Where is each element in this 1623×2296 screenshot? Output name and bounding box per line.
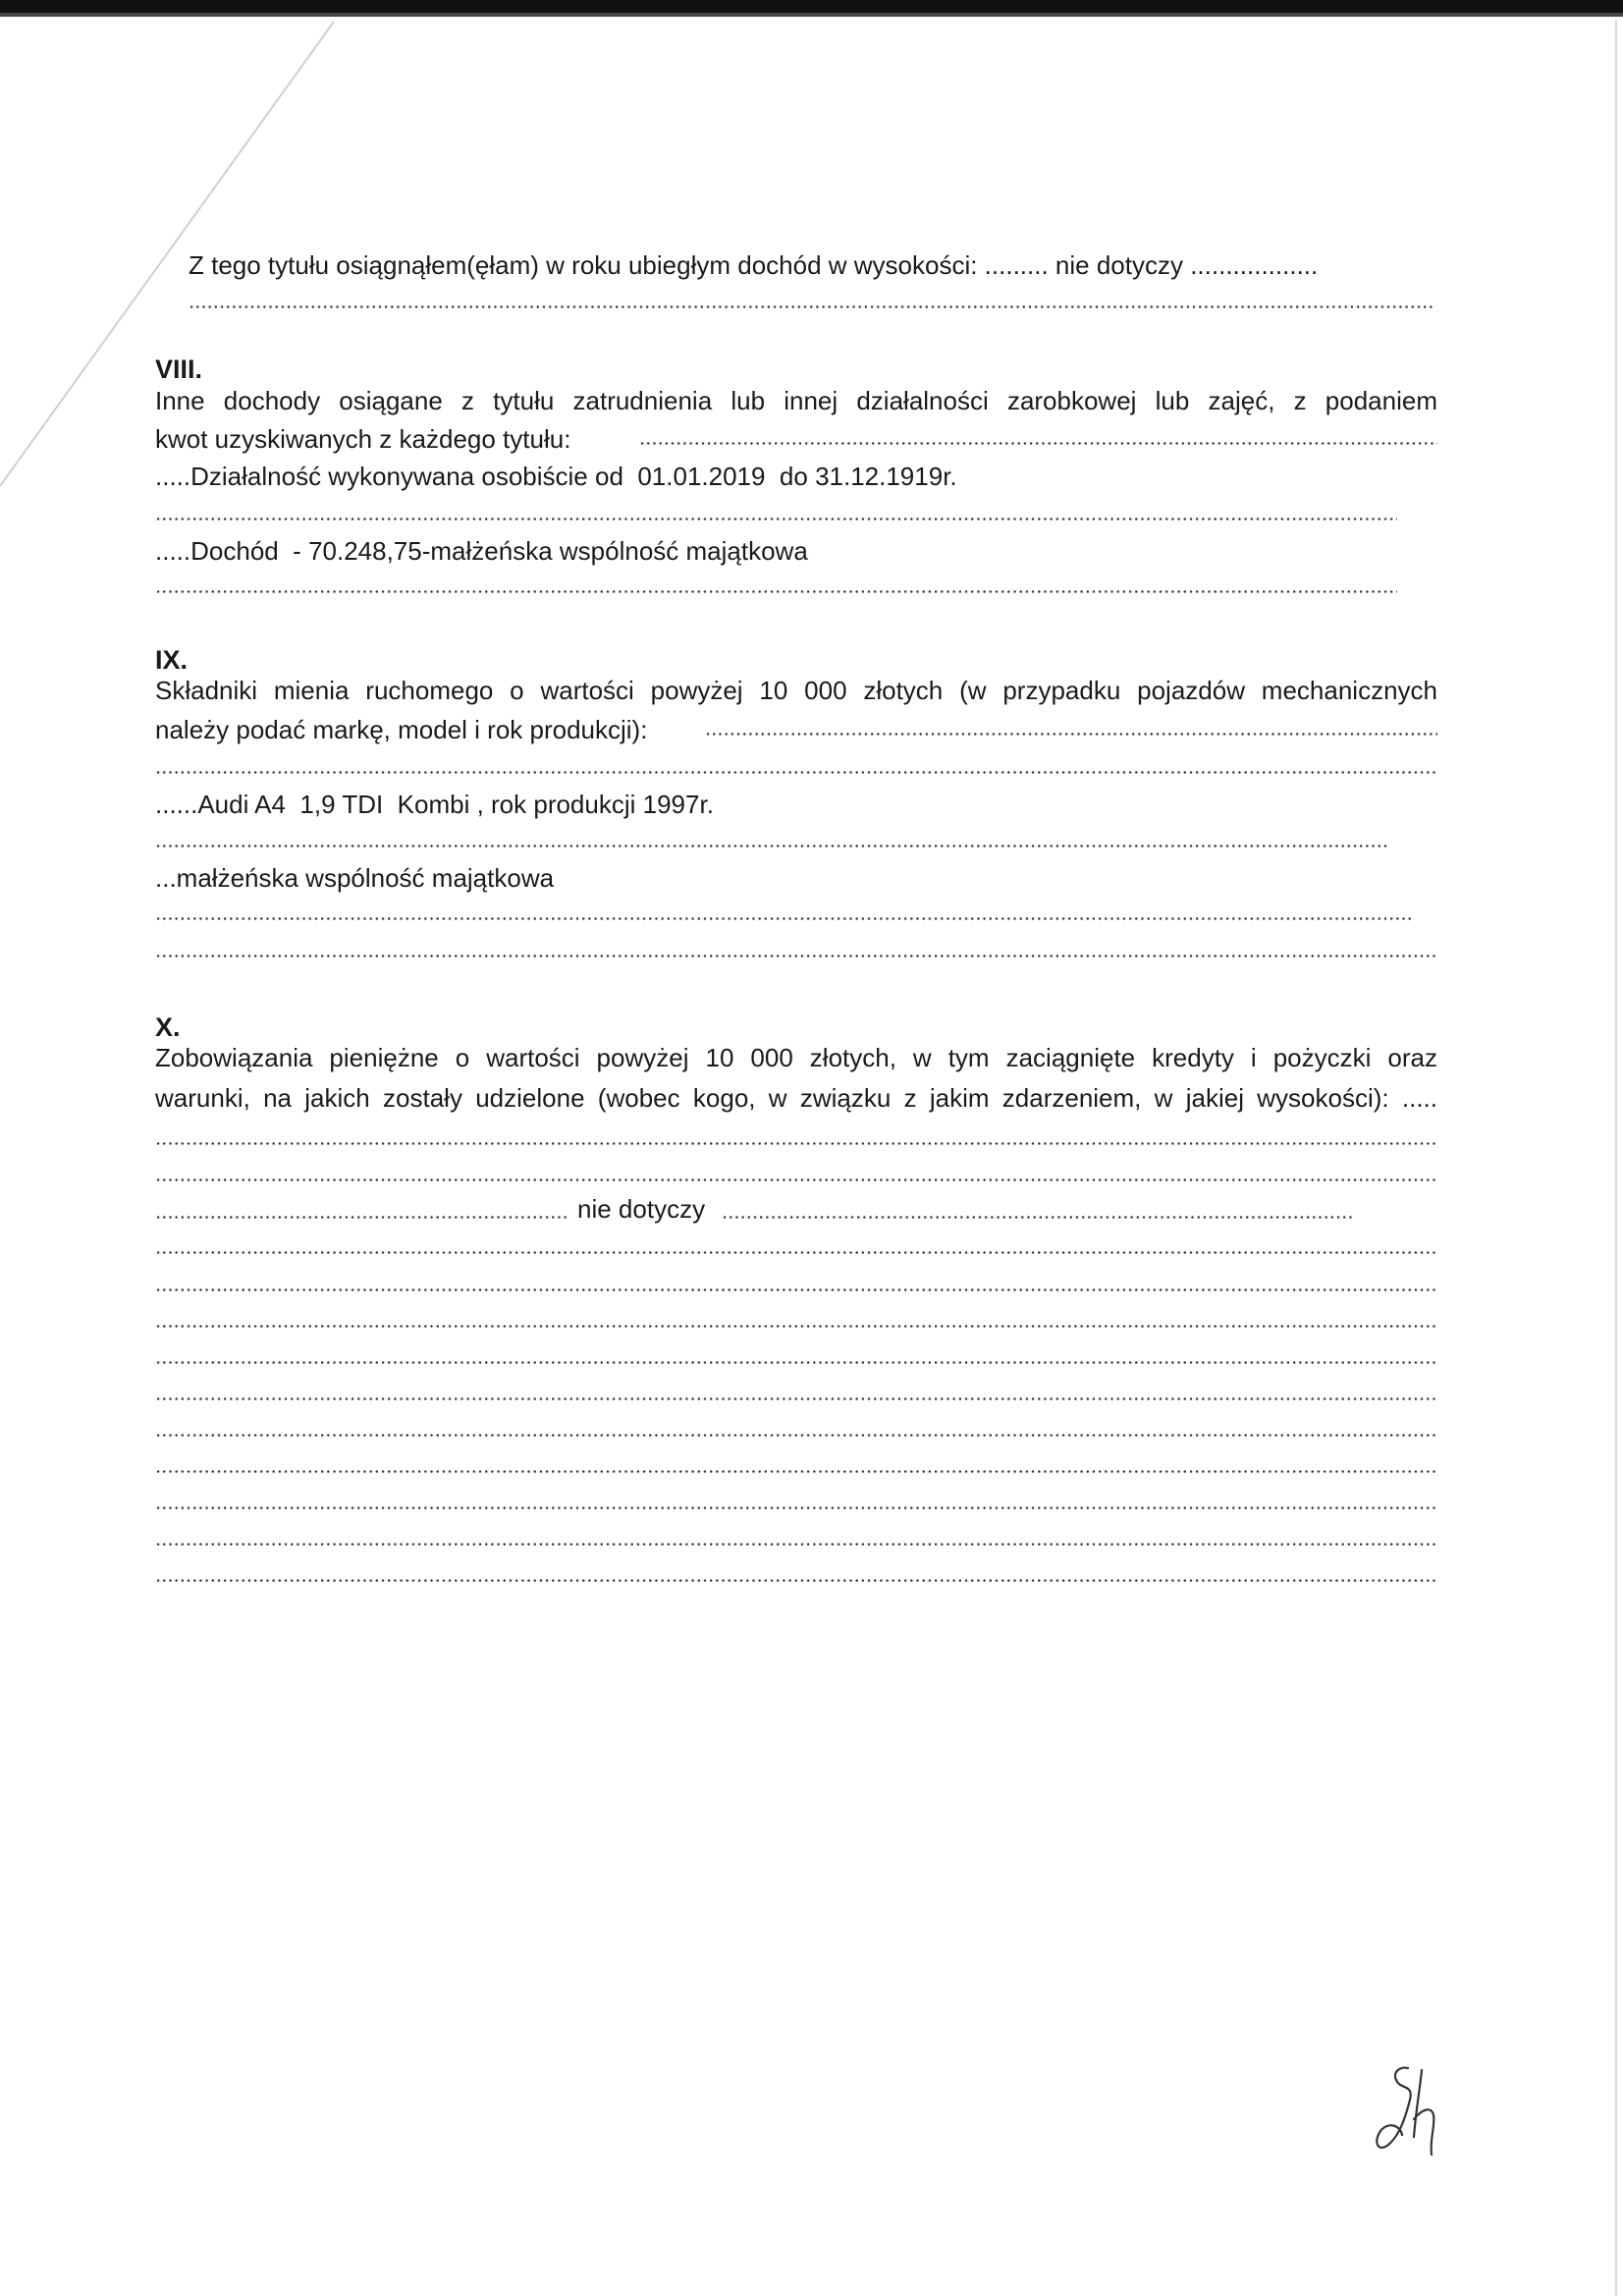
dotted-line: [189, 305, 1435, 308]
dotted-line: [155, 917, 1414, 920]
section-viii-entry: .....Dochód - 70.248,75-małżeńska wspólność majątkowa: [155, 536, 808, 566]
dotted-line: [155, 1434, 1437, 1437]
section-ix-entry: ......Audi A4 1,9 TDI Kombi , rok produkcji 1997r.: [155, 790, 714, 819]
section-ix-entry: ...małżeńska wspólność majątkowa: [155, 863, 555, 893]
dotted-line: [155, 518, 1397, 520]
section-x-entry: nie dotyczy: [577, 1194, 706, 1224]
section-viii-entry: .....Działalność wykonywana osobiście od 01.01.2019 do 31.12.1919r.: [155, 462, 957, 491]
dotted-line: [155, 845, 1388, 847]
dotted-line: [155, 955, 1437, 957]
dotted-line: [155, 1506, 1437, 1509]
section-x-text: Zobowiązania pieniężne o wartości powyżej 10 000 złotych, w tym zaciągnięte kredyty i pożyczki oraz: [155, 1043, 1437, 1072]
dotted-line: [155, 1288, 1437, 1291]
income-statement: Z tego tytułu osiągnąłem(ęłam) w roku ubiegłym dochód w wysokości: ......... nie dotyczy ..................: [189, 250, 1319, 280]
section-viii-text-line2: kwot uzyskiwanych z każdego tytułu:: [155, 424, 571, 454]
dotted-line: [155, 771, 1437, 774]
handwritten-signature: [1371, 2060, 1449, 2168]
dotted-line: [155, 1178, 1437, 1181]
dotted-line: [155, 590, 1397, 593]
dotted-line: [155, 1216, 568, 1219]
section-ix-text: Składniki mienia ruchomego o wartości powyżej 10 000 złotych (w przypadku pojazdów mechanicznych: [155, 676, 1437, 705]
dotted-line: [155, 1470, 1437, 1473]
section-number-x: X.: [155, 1012, 181, 1042]
dotted-line: [705, 733, 1437, 736]
section-ix-text-line2: należy podać markę, model i rok produkcji):: [155, 715, 648, 744]
section-number-ix: IX.: [155, 645, 189, 675]
dotted-line: [639, 442, 1437, 445]
dotted-line: [155, 1543, 1437, 1546]
section-number-viii: VIII.: [155, 355, 203, 384]
scan-right-edge: [1615, 20, 1617, 2296]
dotted-line: [155, 1251, 1437, 1254]
dotted-line: [155, 1142, 1437, 1145]
dotted-line: [155, 1361, 1437, 1364]
dotted-line: [155, 1397, 1437, 1400]
section-viii-text: Inne dochody osiągane z tytułu zatrudnienia lub innej działalności zarobkowej lub zajęć, z podaniem: [155, 386, 1437, 415]
dotted-line: [722, 1216, 1355, 1219]
dotted-line: [155, 1579, 1437, 1582]
dotted-line: [155, 1325, 1437, 1328]
section-x-text-line2: warunki, na jakich zostały udzielone (wobec kogo, w związku z jakim zdarzeniem, w jakiej wysokości): .....: [155, 1083, 1437, 1113]
